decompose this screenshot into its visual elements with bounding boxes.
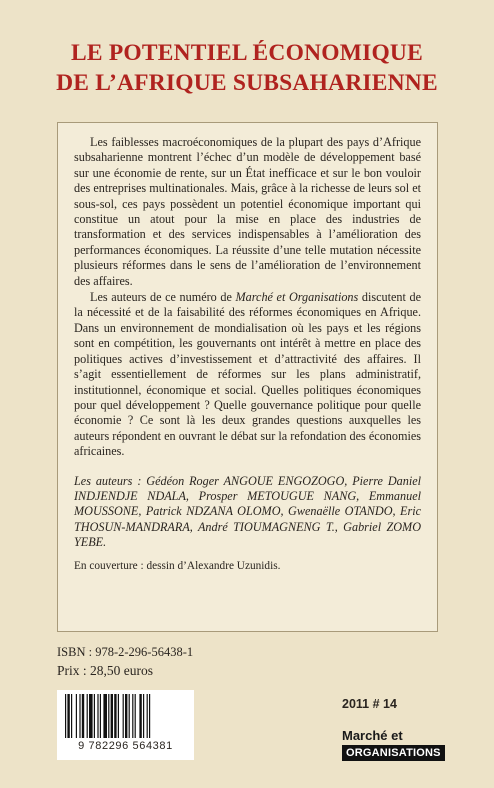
barcode-digits: 9 782296 564381: [57, 738, 194, 754]
barcode-bar: [100, 694, 101, 738]
issue-number: 2011 # 14: [342, 697, 397, 711]
publisher-logo-line-1: Marché et: [342, 728, 403, 743]
summary-paragraph-1: Les faiblesses macroéconomiques de la plupart des pays d’Afrique subsaharienne montrent l’échec d’un modèle de développement basé sur une économie de rente, sur un État inefficace et sur le bon vouloir des entreprises multinationales. Mais, grâce à la richesse de leurs sol et sous-sol, ces pays possèdent un potentiel économique important qui constitue un atout pour la mise en place des industries de transformation et des services indispensables à l’amélioration des performances économiques. La réussite d’une telle mutation nécessite plusieurs réformes dans le sens de l’amélioration de l’environnement des affaires.: [74, 135, 421, 288]
authors-list: Les auteurs : Gédéon Roger ANGOUE ENGOZOGO, Pierre Daniel INDJENDJE NDALA, Prosper METOUGUE NANG, Emmanuel MOUSSONE, Patrick NDZANA OLOMO, Gwenaëlle OTANDO, Eric THOSUN-MANDRARA, André TIOUMAGNENG T., Gabriel ZOMO YEBE.: [74, 473, 421, 550]
isbn: ISBN : 978-2-296-56438-1: [57, 645, 194, 659]
barcode-bars: [57, 690, 194, 740]
barcode-bar: [149, 694, 150, 738]
barcode-bar: [135, 694, 136, 738]
summary-paragraph-2: [74, 290, 421, 459]
barcode-bar: [94, 694, 95, 738]
barcode-bar: [71, 694, 72, 738]
barcode-bar: [132, 694, 133, 738]
barcode-bar: [125, 694, 127, 738]
barcode-bar: [118, 694, 119, 738]
barcode-bar: [67, 694, 69, 738]
barcode-bar: [147, 694, 148, 738]
barcode-bar: [108, 694, 109, 738]
barcode-bar: [89, 694, 93, 738]
barcode-bar: [87, 694, 88, 738]
barcode-bar: [114, 694, 116, 738]
para2-end: discutent de la nécessité et de la faisabilité des réformes économiques en Afrique. Dans un environnement de mondialisation où les pays et les régions sont en compétition, les gouvernants ont intérêt à mettre en place des politiques actives d’investissement et d’attractivité des affaires. Il s’agit essentiellement de réformes sur les plans administratif, institutionnel, économique et social. Quelles politiques économiques pour quel développement ? Quelle gouvernance politique pour quelle économie ? Ce sont là les deux grandes questions auxquelles les auteurs répondent en ouvrant le débat sur la refondation des économies africaines.: [74, 290, 421, 459]
cover-credit: En couverture : dessin d’Alexandre Uzunidis.: [74, 559, 281, 572]
publisher-logo-line-2: ORGANISATIONS: [342, 745, 445, 761]
barcode-bar: [123, 694, 124, 738]
price: Prix : 28,50 euros: [57, 663, 153, 678]
summary-box: [57, 122, 438, 632]
barcode-bar: [97, 694, 98, 738]
para2-start: Les auteurs de ce numéro de: [90, 290, 236, 305]
barcode-bar: [103, 694, 107, 738]
barcode-bar: [76, 694, 77, 738]
title-line-2: DE L’AFRIQUE SUBSAHARIENNE: [56, 70, 438, 96]
title-line-1: LE POTENTIEL ÉCONOMIQUE: [71, 40, 423, 66]
barcode-bar: [79, 694, 80, 738]
barcode-bar: [65, 694, 66, 738]
barcode-bar: [139, 694, 141, 738]
barcode-bar: [129, 694, 130, 738]
barcode-bar: [111, 694, 113, 738]
book-title: [0, 38, 494, 98]
journal-name: Marché et Organisations: [235, 290, 359, 305]
barcode-bar: [143, 694, 144, 738]
barcode-bar: [82, 694, 84, 738]
